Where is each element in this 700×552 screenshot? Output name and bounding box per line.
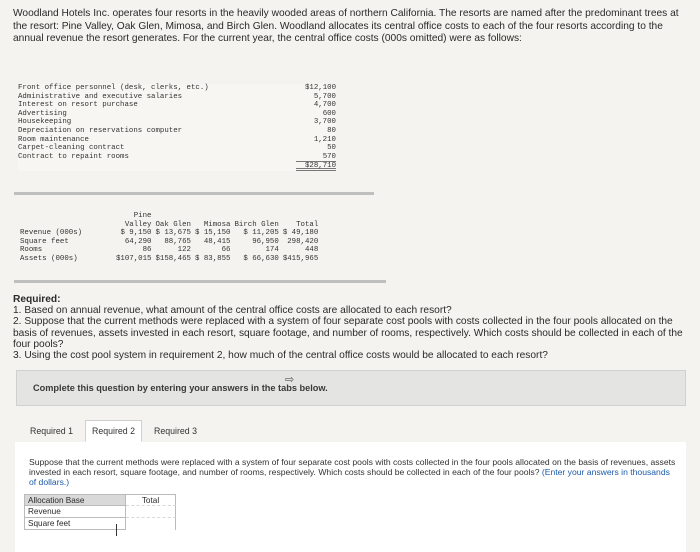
cost-label: Interest on resort purchase: [18, 101, 138, 110]
cost-label: Advertising: [18, 109, 67, 118]
table-row: [24, 518, 264, 530]
cost-row: [18, 93, 336, 102]
cost-amount: 80: [327, 126, 336, 135]
row-label: Square feet: [20, 237, 69, 246]
required-item-2: 2. Suppose that the current methods were replaced with a system of four separate cost pools with costs collected in the four pools allocated on the basis of revenues, assets invested in each resort, square footage, and number of rooms, respectively. Which costs should be collected in each of the four pools?: [13, 316, 683, 350]
cost-row: [18, 144, 336, 153]
central-office-costs: [18, 84, 336, 171]
table-cell: $ 66,630: [243, 254, 279, 263]
table-cell: $415,965: [282, 254, 319, 263]
col-header-total: Total: [296, 220, 319, 229]
table-cell: $ 13,675: [155, 229, 191, 238]
question-text: [29, 457, 679, 488]
cost-row: [18, 84, 336, 93]
table-cell: 66: [221, 246, 231, 255]
instruction-text: Complete this question by entering your answers in the tabs below.: [33, 383, 328, 393]
cost-label: Front office personnel (desk, clerks, etc.): [18, 84, 209, 92]
cost-row: [18, 153, 336, 162]
problem-intro: Woodland Hotels Inc. operates four resorts in the heavily wooded areas of northern California. The resorts are named after the predominant trees at the resort: Pine Valley, Oak Glen, Mimosa, and Birch Glen. Woodland allocates its central office costs to each of the four resorts according to the annual revenue the resort generates. For the current year, the central office costs (000s omitted) were as follows:: [13, 8, 679, 45]
table-cell: 448: [304, 246, 319, 255]
cost-label: Administrative and executive salaries: [18, 92, 183, 101]
table-cell: $ 15,150: [194, 229, 231, 238]
cost-label: Room maintenance: [18, 135, 89, 144]
tab-required-2[interactable]: Required 2: [85, 420, 142, 442]
table-cell: $ 49,180: [282, 229, 319, 238]
table-cell: $107,015: [116, 254, 152, 263]
grid-header-row: [24, 494, 264, 506]
col-header-pine-valley: Pine Valley: [124, 212, 152, 229]
row-label: Rooms: [20, 246, 43, 255]
table-row: [18, 238, 320, 247]
cost-amount: 5,700: [313, 92, 336, 101]
row-label: Assets (000s): [20, 254, 78, 263]
table-cell: $ 9,150: [120, 229, 152, 238]
cost-amount: 4,700: [313, 101, 336, 110]
cost-total-row: [18, 161, 336, 171]
table-cell: 88,765: [164, 237, 191, 246]
col-header-total: Total: [126, 494, 176, 506]
cost-label: Housekeeping: [18, 118, 72, 127]
question-body: Suppose that the current methods were replaced with a system of four separate cost pools with costs collected in the four pools allocated on the basis of revenues, assets invested in each resort, square footage, and number of rooms, respectively. Which costs should be collected in each of the four pools?: [29, 457, 676, 478]
cost-label: Depreciation on reservations computer: [18, 126, 183, 135]
cost-amount: 600: [322, 109, 336, 118]
table-row: [18, 246, 320, 255]
col-header-mimosa: Mimosa: [203, 220, 231, 229]
table-cell: $ 11,205: [243, 229, 279, 238]
cost-total: $28,710: [296, 161, 336, 171]
table-cell: $158,465: [155, 254, 191, 263]
cost-row: [18, 110, 336, 119]
table-cell: 298,420: [287, 237, 319, 246]
tab-required-1[interactable]: Required 1: [30, 426, 74, 436]
required-heading: Required:: [13, 294, 61, 305]
cost-label: Contract to repaint rooms: [18, 152, 129, 161]
cost-row: [18, 118, 336, 127]
pointer-cursor-icon: ⇨: [285, 374, 295, 386]
table-row: [24, 506, 264, 518]
divider-bar: [14, 280, 386, 283]
tab-required-3[interactable]: Required 3: [154, 426, 198, 436]
cost-amount: $12,100: [304, 84, 336, 92]
cost-amount: 570: [322, 152, 336, 161]
table-cell: 86: [142, 246, 152, 255]
table-row: [18, 229, 320, 238]
cost-label: Carpet-cleaning contract: [18, 144, 125, 153]
required-item-1: 1. Based on annual revenue, what amount of the central office costs are allocated to each resort?: [13, 305, 452, 317]
table-cell: 122: [177, 246, 191, 255]
col-header-birch-glen: Birch Glen: [234, 220, 279, 229]
instruction-panel: [16, 370, 686, 406]
cost-row: [18, 101, 336, 110]
row-label: Revenue (000s): [20, 229, 83, 238]
table-cell: $ 83,855: [194, 254, 231, 263]
cost-amount: 1,210: [313, 135, 336, 144]
cost-amount: 50: [327, 144, 336, 153]
required-section: [13, 294, 685, 361]
resort-data-table: [18, 212, 368, 264]
allocation-grid: [24, 494, 264, 530]
resort-header-row: [18, 212, 320, 229]
total-input[interactable]: [126, 506, 176, 518]
table-cell: 96,950: [252, 237, 279, 246]
table-cell: 48,415: [203, 237, 231, 246]
allocation-base-cell: Square feet: [24, 518, 126, 530]
col-header-allocation-base: Allocation Base: [24, 494, 126, 506]
cost-row: [18, 136, 336, 145]
table-row: [18, 255, 320, 264]
total-input[interactable]: [126, 518, 176, 530]
table-cell: 174: [265, 246, 279, 255]
cost-amount: 3,700: [313, 118, 336, 127]
answer-tabs: [15, 420, 686, 443]
allocation-base-cell: Revenue: [24, 506, 126, 518]
col-header-oak-glen: Oak Glen: [155, 220, 191, 229]
divider-bar: [14, 192, 374, 195]
text-caret: [116, 524, 117, 536]
cost-row: [18, 127, 336, 136]
required-item-3: 3. Using the cost pool system in requirement 2, how much of the central office costs would be allocated to each resort?: [13, 350, 548, 362]
table-cell: 64,290: [124, 237, 152, 246]
question-note: (Enter your answers in thousands of dollars.): [29, 467, 670, 488]
